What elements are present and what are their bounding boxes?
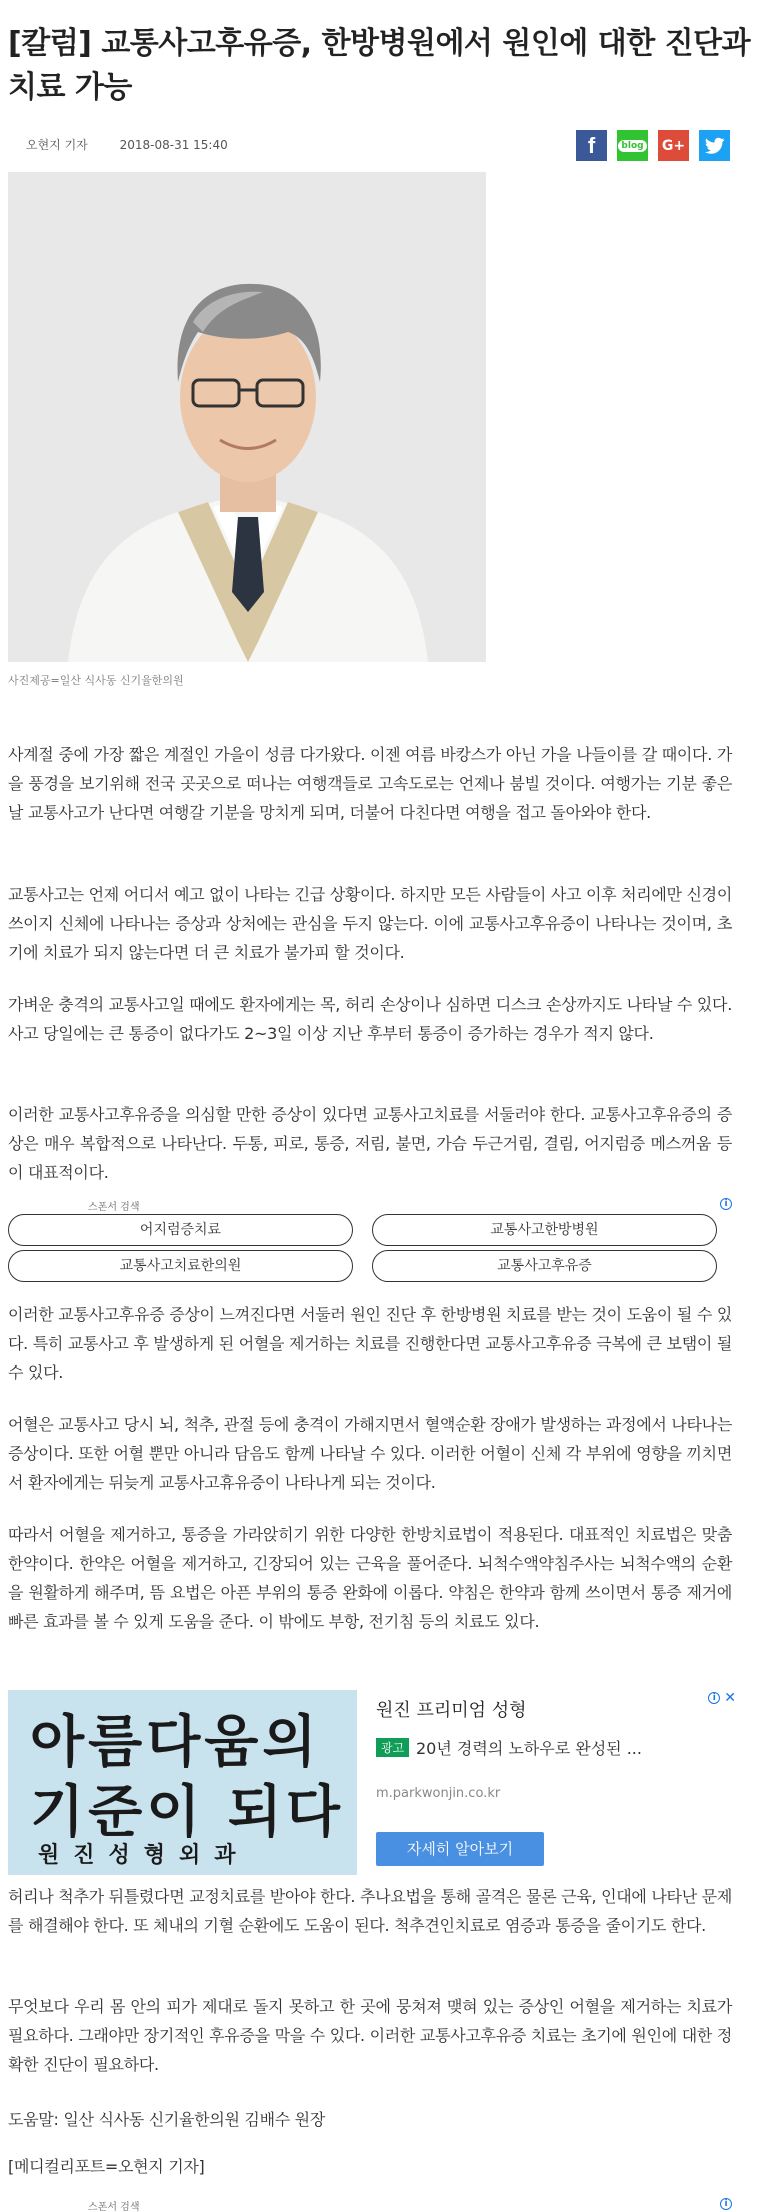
paragraph-4: 이러한 교통사고후유증을 의심할 만한 증상이 있다면 교통사고치료를 서둘러야 한다. 교통사고후유증의 증상은 매우 복합적으로 나타난다. 두통, 피로, 통증, 저림, 불면, 가슴 두근거림, 결림, 어지럼증 메스꺼움 등이 대표적이다. [8, 1105, 732, 1182]
ad-controls [708, 1692, 736, 1704]
paragraph-11: [메디컬리포트=오현지 기자] [8, 2157, 205, 2176]
info-icon[interactable]: i [720, 1198, 732, 1210]
sponsor-link[interactable]: 교통사고후유증 [372, 1250, 717, 1282]
paragraph-5: 이러한 교통사고후유증 증상이 느껴진다면 서둘러 원인 진단 후 한방병원 치료를 받는 것이 도움이 될 수 있다. 특히 교통사고 후 발생하게 된 어혈을 제거하는 치료를 진행한다면 교통사고후유증 극복에 큰 보탬이 될 수 있다. [8, 1305, 732, 1382]
paragraph-1: 사계절 중에 가장 짧은 계절인 가을이 성큼 다가왔다. 이젠 여름 바캉스가 아닌 가을 나들이를 갈 때이다. 가을 풍경을 보기위해 전국 곳곳으로 떠나는 여행객들로 고속도로는 언제나 붐빌 것이다. 여행가는 기분 좋은날 교통사고가 난다면 여행갈 기분을 망치게 되며, 더불어 다친다면 여행을 접고 돌아와야 한다. [8, 745, 732, 822]
google-plus-share-button[interactable]: G+ [658, 130, 689, 161]
ad-learn-more-button[interactable]: 자세히 알아보기 [376, 1832, 544, 1866]
paragraph-9: 무엇보다 우리 몸 안의 피가 제대로 돌지 못하고 한 곳에 뭉쳐져 맺혀 있는 증상인 어혈을 제거하는 치료가 필요하다. 그래야만 장기적인 후유증을 막을 수 있다. 이러한 교통사고후유증 치료는 초기에 원인에 대한 정확한 진단이 필요하다. [8, 1997, 732, 2074]
display-ad[interactable] [8, 1690, 736, 1875]
article-photo [8, 172, 486, 662]
blog-icon: blog [618, 140, 646, 152]
photo-caption: 사진제공=일산 식사동 신기율한의원 [8, 674, 184, 687]
article-title: [칼럼] 교통사고후유증, 한방병원에서 원인에 대한 진단과 치료 가능 [8, 26, 751, 105]
facebook-share-button[interactable]: f [576, 130, 607, 161]
paragraph-2: 교통사고는 언제 어디서 예고 없이 나타는 긴급 상황이다. 하지만 모든 사람들이 사고 이후 처리에만 신경이 쓰이지 신체에 나타나는 증상과 상처에는 관심을 두지 않는다. 이에 교통사고후유증이 나타나는 것이며, 초기에 치료가 되지 않는다면 더 큰 치료가 불가피 할 것이다. [8, 885, 732, 962]
sponsor-link[interactable]: 교통사고치료한의원 [8, 1250, 353, 1282]
ad-banner-image[interactable] [8, 1690, 357, 1875]
ad-brand: 원진성형외과 [38, 1843, 250, 1868]
twitter-bird-icon [705, 137, 725, 155]
paragraph-3: 가벼운 충격의 교통사고일 때에도 환자에게는 목, 허리 손상이나 심하면 디스크 손상까지도 나타날 수 있다. 사고 당일에는 큰 통증이 없다가도 2~3일 이상 지난 후부터 통증이 증가하는 경우가 적지 않다. [8, 995, 732, 1043]
info-icon[interactable]: i [720, 2198, 732, 2210]
ad-url[interactable]: m.parkwonjin.co.kr [376, 1786, 501, 1801]
twitter-share-button[interactable] [699, 130, 730, 161]
share-buttons [576, 130, 730, 161]
ad-headline-1: 아름다움의 [30, 1710, 321, 1775]
sponsor-link[interactable]: 어지럼증치료 [8, 1214, 353, 1246]
ad-info-icon[interactable]: i [708, 1692, 720, 1704]
paragraph-8: 허리나 척추가 뒤틀렸다면 교정치료를 받아야 한다. 추나요법을 통해 골격은 물론 근육, 인대에 나타난 문제를 해결해야 한다. 또 체내의 기혈 순환에도 도움이 된다. 척추견인치료로 염증과 통증을 줄이기도 한다. [8, 1887, 732, 1935]
sponsor-search-label: 스폰서 검색 [88, 1202, 140, 1213]
paragraph-7: 따라서 어혈을 제거하고, 통증을 가라앉히기 위한 다양한 한방치료법이 적용된다. 대표적인 치료법은 맞춤 한약이다. 한약은 어혈을 제거하고, 긴장되어 있는 근육을 풀어준다. 뇌척수액약침주사는 뇌척수액의 순환을 원활하게 해주며, 뜸 요법은 아픈 부위의 통증 완화에 이롭다. 약침은 한약과 함께 쓰이면서 통증 제거에 빠른 효과를 볼 수 있게 도움을 준다. 이 밖에도 부항, 전기침 등의 치료도 있다. [8, 1525, 732, 1631]
doctor-portrait-image [8, 172, 486, 662]
ad-badge: 광고 [376, 1738, 409, 1757]
sponsor-link[interactable]: 교통사고한방병원 [372, 1214, 717, 1246]
paragraph-6: 어혈은 교통사고 당시 뇌, 척추, 관절 등에 충격이 가해지면서 혈액순환 장애가 발생하는 과정에서 나타나는 증상이다. 또한 어혈 뿐만 아니라 담음도 함께 나타날 수 있다. 이러한 어혈이 신체 각 부위에 영향을 끼치면서 환자에게는 뒤늦게 교통사고휴유증이 나타나게 되는 것이다. [8, 1415, 732, 1492]
author: 오현지 기자 [26, 138, 88, 152]
ad-title[interactable]: 원진 프리미엄 성형 [376, 1700, 527, 1721]
ad-description: 20년 경력의 노하우로 완성된 ... [416, 1739, 642, 1758]
publish-date: 2018-08-31 15:40 [119, 138, 228, 152]
article-meta [26, 136, 256, 153]
ad-close-icon[interactable]: ✕ [724, 1690, 736, 1706]
ad-headline-2: 기준이 되다 [30, 1780, 344, 1845]
sponsor-search-label: 스폰서 검색 [88, 2202, 140, 2212]
blog-share-button[interactable] [617, 130, 648, 161]
paragraph-10: 도움말: 일산 식사동 신기율한의원 김배수 원장 [8, 2110, 325, 2129]
